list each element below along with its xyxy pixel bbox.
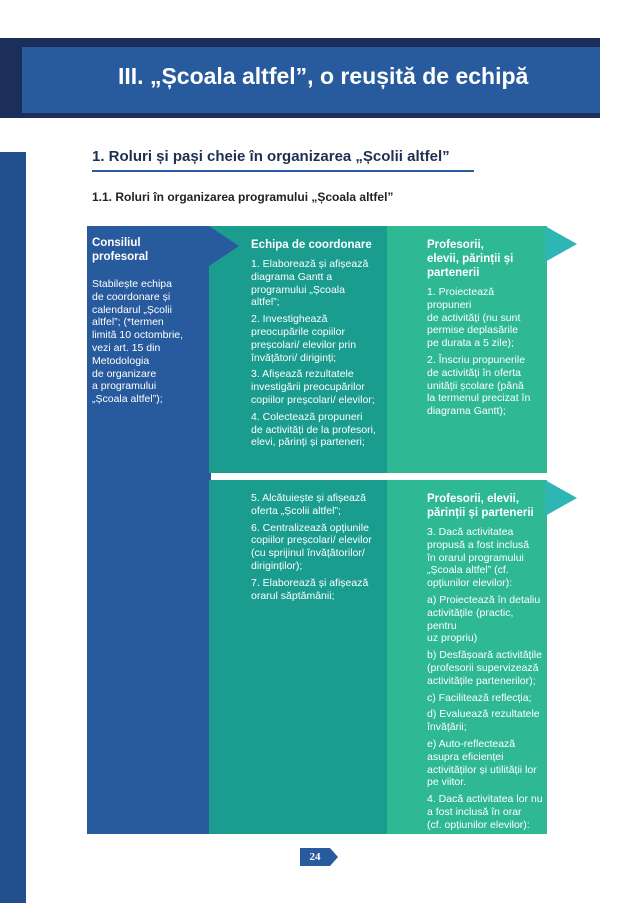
echipa-item-7: 7. Elaborează și afișează orarul săptămânii; bbox=[251, 576, 369, 602]
echipa-text-bottom bbox=[251, 492, 385, 606]
echipa-item-3: 3. Afișează rezultatele investigării preocupărilor copiilor preșcolari/ elevilor; bbox=[251, 368, 375, 406]
echipa-item-6: 6. Centralizează opțiunile copiilor preșcolari/ elevilor (cu sprijinul învățătorilor/ diriginților); bbox=[251, 521, 372, 572]
consiliul-text bbox=[92, 236, 208, 406]
profesori-text-bottom bbox=[427, 492, 545, 836]
echipa-item-1: 1. Elaborează și afișează diagrama Gantt a programului „Școala altfel”; bbox=[251, 258, 369, 309]
profesori-arrow-top bbox=[545, 226, 577, 262]
chapter-banner bbox=[22, 47, 600, 113]
echipa-heading: Echipa de coordonare bbox=[251, 239, 372, 251]
chapter-title: III. „Școala altfel”, o reușită de echipă bbox=[118, 63, 529, 89]
profesori-item-e: e) Auto-reflectează asupra eficienței activităților și utilității lor pe viitor. bbox=[427, 737, 537, 789]
profesori-item-a: a) Proiectează în detaliu activitățile (practic, pentru uz propriu) bbox=[427, 593, 541, 645]
profesori-arrow-bottom bbox=[545, 480, 577, 516]
echipa-text-top bbox=[251, 238, 385, 453]
profesori-item-4: 4. Dacă activitatea lor nu a fost inclusă în orar (cf. opțiunilor elevilor): bbox=[427, 793, 543, 831]
profesori-item-1: 1. Proiectează propuneri de activități (nu sunt permise deplasările pe durata a 5 zile); bbox=[427, 286, 521, 350]
profesori-item-b: b) Desfășoară activitățile (profesorii supervizează activitățile partenerilor); bbox=[427, 649, 542, 687]
profesori-item-c: c) Facilitează reflecția; bbox=[427, 691, 532, 704]
section-title: 1. Roluri și pași cheie în organizarea „Școlii altfel” bbox=[92, 148, 450, 165]
consiliul-arrow bbox=[209, 226, 239, 266]
subsection-title: 1.1. Roluri în organizarea programului „Școala altfel” bbox=[92, 190, 394, 204]
profesori-item-d: d) Evaluează rezultatele învățării; bbox=[427, 708, 540, 734]
echipa-item-2: 2. Investighează preocupările copiilor preșcolari/ elevilor prin învățători/ diriginți; bbox=[251, 313, 357, 364]
profesori-text-top bbox=[427, 238, 545, 422]
section-underline bbox=[92, 170, 474, 172]
consiliul-heading: Consiliul profesoral bbox=[92, 237, 149, 263]
profesori-heading-top: Profesorii, elevii, părinții și partenerii bbox=[427, 239, 514, 279]
echipa-item-4: 4. Colectează propuneri de activități de la profesori, elevi, părinți și parteneri; bbox=[251, 410, 376, 449]
profesori-item-3: 3. Dacă activitatea propusă a fost inclusă în orarul programului „Școala altfel” (cf. opțiunilor elevilor): bbox=[427, 526, 530, 590]
page-number: 24 bbox=[300, 848, 330, 866]
left-edge-bar bbox=[0, 152, 26, 903]
profesori-heading-bottom: Profesorii, elevii, părinții și partenerii bbox=[427, 493, 534, 519]
consiliul-body: Stabilește echipa de coordonare și calendarul „Școlii altfel”; (*termen limită 10 octombrie, vezi art. 15 din Metodologia de organizare a programului „Școala altfel”); bbox=[92, 278, 184, 406]
echipa-item-5: 5. Alcătuiește și afișează oferta „Școlii altfel”; bbox=[251, 492, 366, 517]
profesori-item-2: 2. Înscriu propunerile de activități în oferta unității școlare (până la termenul precizat în diagrama Gantt); bbox=[427, 353, 531, 418]
page-number-tip bbox=[330, 848, 338, 866]
